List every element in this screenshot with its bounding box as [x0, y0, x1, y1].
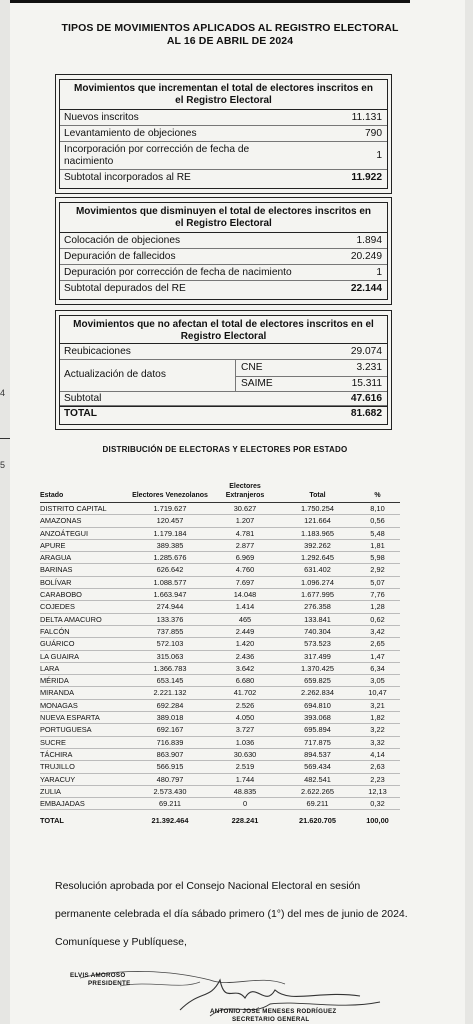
table-row — [40, 503, 400, 515]
value-cell: 659.825 — [280, 675, 355, 687]
value-cell: 1.096.274 — [280, 576, 355, 588]
state-name-cell: ZULIA — [40, 785, 130, 797]
value-cell: 69.211 — [130, 798, 210, 810]
value-cell: 482.541 — [280, 773, 355, 785]
value-cell: 716.839 — [130, 736, 210, 748]
value-cell: 30.630 — [210, 748, 280, 760]
value-cell: 133.841 — [280, 613, 355, 625]
value-cell: 2.436 — [210, 650, 280, 662]
col-header: Electores Extranjeros — [210, 470, 280, 503]
value-cell: 1.719.627 — [130, 503, 210, 515]
table-row — [40, 724, 400, 736]
document-title: TIPOS DE MOVIMIENTOS APLICADOS AL REGISTRO ELECTORAL — [61, 22, 399, 34]
table-row — [40, 515, 400, 527]
table-row — [40, 761, 400, 773]
table-row — [40, 564, 400, 576]
state-name-cell: TRUJILLO — [40, 761, 130, 773]
president-title: PRESIDENTE — [88, 980, 131, 987]
value-cell: 717.875 — [280, 736, 355, 748]
table-row — [40, 527, 400, 539]
value-cell: 573.523 — [280, 638, 355, 650]
value-cell: 276.358 — [280, 601, 355, 613]
edge-mark: 5 — [0, 460, 6, 470]
value-cell: 2.449 — [210, 625, 280, 637]
table-row — [40, 699, 400, 711]
col-header: Estado — [40, 470, 130, 503]
secretary-name: ANTONIO JOSÉ MENESES RODRÍGUEZ — [210, 1008, 337, 1015]
table-row — [40, 638, 400, 650]
state-name-cell: EMBAJADAS — [40, 798, 130, 810]
value-cell: 317.499 — [280, 650, 355, 662]
value-cell: 393.068 — [280, 712, 355, 724]
value-cell: 30.627 — [210, 503, 280, 515]
value-cell: 2.877 — [210, 539, 280, 551]
value-cell: 1.370.425 — [280, 662, 355, 674]
table-row — [40, 748, 400, 760]
resolution-line: permanente celebrada el día sábado primero (1°) del mes de junio de 2024. — [55, 908, 408, 920]
table-row: Depuración por corrección de fecha de nacimiento 1 — [60, 265, 387, 281]
col-header: % — [355, 470, 400, 503]
table-row — [40, 625, 400, 637]
value-cell: 737.855 — [130, 625, 210, 637]
value-cell: 6,34 — [355, 662, 400, 674]
value-cell: 653.145 — [130, 675, 210, 687]
value-cell: 1.366.783 — [130, 662, 210, 674]
value-cell: 572.103 — [130, 638, 210, 650]
value-cell: 1.292.645 — [280, 552, 355, 564]
table-row — [40, 736, 400, 748]
value-cell: 2.519 — [210, 761, 280, 773]
value-cell: 1,82 — [355, 712, 400, 724]
table-row — [40, 613, 400, 625]
value-cell: 2.622.265 — [280, 785, 355, 797]
state-name-cell: DELTA AMACURO — [40, 613, 130, 625]
value-cell: 626.642 — [130, 564, 210, 576]
table-row — [40, 712, 400, 724]
state-name-cell: FALCÓN — [40, 625, 130, 637]
state-name-cell: MIRANDA — [40, 687, 130, 699]
value-cell: 2,23 — [355, 773, 400, 785]
value-cell: 4.050 — [210, 712, 280, 724]
distribution-table — [40, 470, 400, 832]
value-cell: 3,32 — [355, 736, 400, 748]
table-row: Incorporación por corrección de fecha de nacimiento 1 — [60, 142, 387, 170]
table-row — [40, 589, 400, 601]
value-cell: 121.664 — [280, 515, 355, 527]
table-row: Colocación de objeciones 1.894 — [60, 233, 387, 249]
value-cell: 694.810 — [280, 699, 355, 711]
state-name-cell: GUÁRICO — [40, 638, 130, 650]
value-cell: 480.797 — [130, 773, 210, 785]
value-cell: 0 — [210, 798, 280, 810]
value-cell: 3,22 — [355, 724, 400, 736]
top-rule — [10, 0, 410, 3]
value-cell: 2.573.430 — [130, 785, 210, 797]
value-cell: 695.894 — [280, 724, 355, 736]
state-name-cell: APURE — [40, 539, 130, 551]
state-name-cell: ARAGUA — [40, 552, 130, 564]
state-name-cell: BARINAS — [40, 564, 130, 576]
value-cell: 389.018 — [130, 712, 210, 724]
value-cell: 1.744 — [210, 773, 280, 785]
table-row — [40, 539, 400, 551]
value-cell: 4,14 — [355, 748, 400, 760]
value-cell: 3.727 — [210, 724, 280, 736]
neutral-box — [55, 310, 392, 430]
value-cell: 48.835 — [210, 785, 280, 797]
document-subtitle: AL 16 DE ABRIL DE 2024 — [166, 35, 294, 47]
distribution-title: DISTRIBUCIÓN DE ELECTORAS Y ELECTORES POR ESTADO — [102, 445, 348, 454]
col-header: Total — [280, 470, 355, 503]
state-name-cell: ANZOÁTEGUI — [40, 527, 130, 539]
state-name-cell: MONAGAS — [40, 699, 130, 711]
value-cell: 2.526 — [210, 699, 280, 711]
value-cell: 7,76 — [355, 589, 400, 601]
edge-rule — [0, 438, 10, 440]
value-cell: 740.304 — [280, 625, 355, 637]
value-cell: 863.907 — [130, 748, 210, 760]
table-row — [40, 662, 400, 674]
table-row: Depuración de fallecidos 20.249 — [60, 249, 387, 265]
table-row: Levantamiento de objeciones 790 — [60, 126, 387, 142]
value-cell: 1.088.577 — [130, 576, 210, 588]
table-row: Nuevos inscritos 11.131 — [60, 110, 387, 126]
resolution-line: Comuníquese y Publíquese, — [55, 936, 187, 948]
value-cell: 1.414 — [210, 601, 280, 613]
state-name-cell: YARACUY — [40, 773, 130, 785]
value-cell: 1.036 — [210, 736, 280, 748]
state-name-cell: MÉRIDA — [40, 675, 130, 687]
table-row — [40, 552, 400, 564]
value-cell: 389.385 — [130, 539, 210, 551]
value-cell: 1,81 — [355, 539, 400, 551]
president-name: ELVIS AMOROSO — [70, 972, 126, 979]
state-name-cell: CARABOBO — [40, 589, 130, 601]
value-cell: 631.402 — [280, 564, 355, 576]
value-cell: 8,10 — [355, 503, 400, 515]
table-row — [40, 798, 400, 810]
decrement-box — [55, 197, 392, 305]
value-cell: 315.063 — [130, 650, 210, 662]
value-cell: 6.969 — [210, 552, 280, 564]
value-cell: 2,63 — [355, 761, 400, 773]
table-row: Actualización de datos CNE 3.231 SAIME 15.311 — [60, 360, 387, 392]
decrement-box-title: Movimientos que disminuyen el total de electores inscritos en el Registro Electoral — [60, 203, 387, 233]
value-cell: 1.420 — [210, 638, 280, 650]
state-name-cell: COJEDES — [40, 601, 130, 613]
value-cell: 465 — [210, 613, 280, 625]
value-cell: 1.183.965 — [280, 527, 355, 539]
state-name-cell: TÁCHIRA — [40, 748, 130, 760]
value-cell: 1.663.947 — [130, 589, 210, 601]
value-cell: 0,56 — [355, 515, 400, 527]
value-cell: 7.697 — [210, 576, 280, 588]
value-cell: 894.537 — [280, 748, 355, 760]
value-cell: 3,05 — [355, 675, 400, 687]
table-row — [40, 687, 400, 699]
value-cell: 1,28 — [355, 601, 400, 613]
value-cell: 6.680 — [210, 675, 280, 687]
value-cell: 2,92 — [355, 564, 400, 576]
value-cell: 274.944 — [130, 601, 210, 613]
state-name-cell: PORTUGUESA — [40, 724, 130, 736]
value-cell: 133.376 — [130, 613, 210, 625]
value-cell: 12,13 — [355, 785, 400, 797]
value-cell: 2.262.834 — [280, 687, 355, 699]
total-row: TOTAL 81.682 — [60, 406, 387, 420]
state-name-cell: LARA — [40, 662, 130, 674]
state-name-cell: SUCRE — [40, 736, 130, 748]
value-cell: 2.221.132 — [130, 687, 210, 699]
value-cell: 69.211 — [280, 798, 355, 810]
value-cell: 1.285.676 — [130, 552, 210, 564]
table-row — [40, 576, 400, 588]
value-cell: 41.702 — [210, 687, 280, 699]
state-name-cell: BOLÍVAR — [40, 576, 130, 588]
value-cell: 0,62 — [355, 613, 400, 625]
state-name-cell: AMAZONAS — [40, 515, 130, 527]
edge-mark: 4 — [0, 388, 6, 398]
table-row — [40, 785, 400, 797]
col-header: Electores Venezolanos — [130, 470, 210, 503]
increment-box-title: Movimientos que incrementan el total de electores inscritos en el Registro Electoral — [60, 80, 387, 110]
value-cell: 1.207 — [210, 515, 280, 527]
table-row — [40, 650, 400, 662]
value-cell: 5,98 — [355, 552, 400, 564]
value-cell: 1.179.184 — [130, 527, 210, 539]
table-row: Reubicaciones 29.074 — [60, 344, 387, 360]
total-row: TOTAL 21.392.464 228.241 21.620.705 100,00 — [40, 810, 400, 833]
value-cell: 569.434 — [280, 761, 355, 773]
value-cell: 0,32 — [355, 798, 400, 810]
value-cell: 4.760 — [210, 564, 280, 576]
value-cell: 692.284 — [130, 699, 210, 711]
value-cell: 1,47 — [355, 650, 400, 662]
value-cell: 692.167 — [130, 724, 210, 736]
value-cell: 1.750.254 — [280, 503, 355, 515]
secretary-title: SECRETARIO GENERAL — [232, 1016, 310, 1023]
neutral-box-title: Movimientos que no afectan el total de electores inscritos en el Registro Electoral — [60, 316, 387, 344]
subtotal-row: Subtotal 47.616 — [60, 392, 387, 406]
value-cell: 14.048 — [210, 589, 280, 601]
value-cell: 120.457 — [130, 515, 210, 527]
state-name-cell: DISTRITO CAPITAL — [40, 503, 130, 515]
value-cell: 2,65 — [355, 638, 400, 650]
value-cell: 1.677.995 — [280, 589, 355, 601]
value-cell: 392.262 — [280, 539, 355, 551]
subtotal-row: Subtotal depurados del RE 22.144 — [64, 283, 382, 294]
subtotal-row: Subtotal incorporados al RE 11.922 — [64, 172, 382, 183]
value-cell: 4.781 — [210, 527, 280, 539]
value-cell: 10,47 — [355, 687, 400, 699]
table-row — [40, 773, 400, 785]
state-name-cell: LA GUAIRA — [40, 650, 130, 662]
table-row — [40, 601, 400, 613]
state-name-cell: NUEVA ESPARTA — [40, 712, 130, 724]
value-cell: 3.642 — [210, 662, 280, 674]
value-cell: 3,42 — [355, 625, 400, 637]
increment-box — [55, 74, 392, 194]
value-cell: 3,21 — [355, 699, 400, 711]
value-cell: 5,07 — [355, 576, 400, 588]
table-row — [40, 675, 400, 687]
value-cell: 5,48 — [355, 527, 400, 539]
resolution-line: Resolución aprobada por el Consejo Nacional Electoral en sesión — [55, 880, 361, 892]
value-cell: 566.915 — [130, 761, 210, 773]
